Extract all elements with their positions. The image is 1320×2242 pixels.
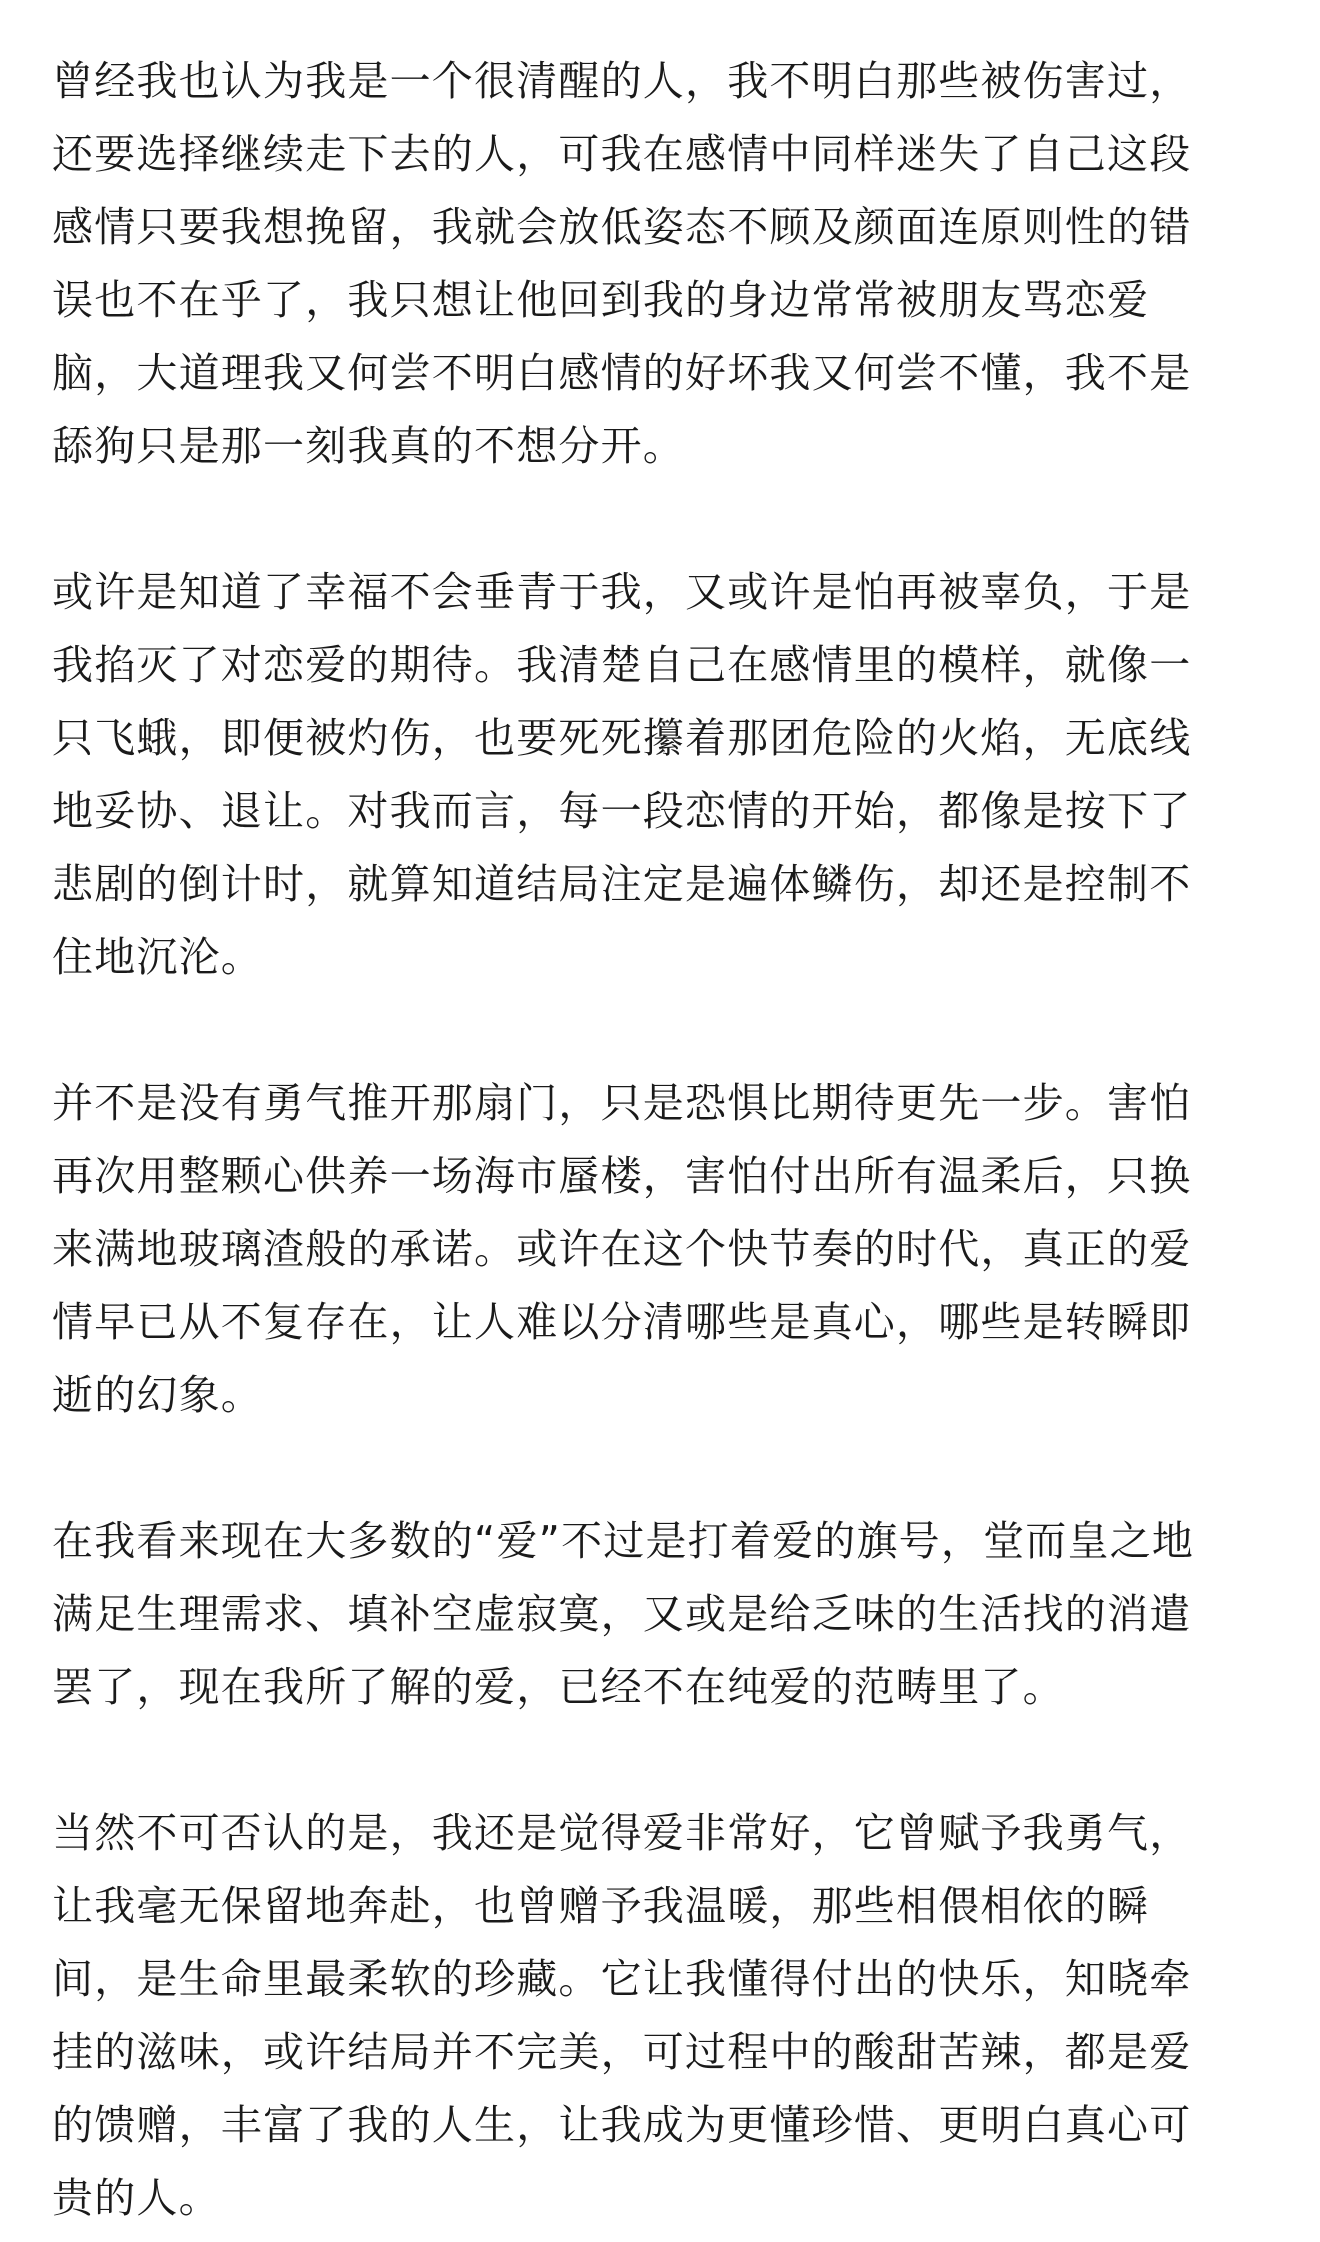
paragraph-5: 当然不可否认的是，我还是觉得爱非常好，它曾赋予我勇气， 让我毫无保留地奔赴，也曾赠予我温暖，那些相偎相依的瞬 间，是生命里最柔软的珍藏。它让我懂得付出的快乐，知晓牵 挂的滋味，或许结局并不完美，可过程中的酸甜苦辣，都是爱 的馈赠，丰富了我的人生，让我成为更懂珍惜、更明白真心可 贵的人。 [52, 1809, 1192, 2222]
paragraph-2: 或许是知道了幸福不会垂青于我，又或许是怕再被辜负，于是 我掐灭了对恋爱的期待。我清楚自己在感情里的模样，就像一 只飞蛾，即便被灼伤，也要死死攥着那团危险的火焰，无底线 地妥协、退让。对我而言，每一段恋情的开始，都像是按下了 悲剧的倒计时，就算知道结局注定是遍体鳞伤，却还是控制不 住地沉沦。 [52, 568, 1192, 981]
paragraph-1: 曾经我也认为我是一个很清醒的人，我不明白那些被伤害过， 还要选择继续走下去的人，可我在感情中同样迷失了自己这段 感情只要我想挽留，我就会放低姿态不顾及颜面连原则性的错 误也不在乎了，我只想让他回到我的身边常常被朋友骂恋爱 脑，大道理我又何尝不明白感情的好坏我又何尝不懂，我不是 舔狗只是那一刻我真的不想分开。 [52, 57, 1192, 470]
paragraph-3: 并不是没有勇气推开那扇门，只是恐惧比期待更先一步。害怕 再次用整颗心供养一场海市蜃楼，害怕付出所有温柔后，只换 来满地玻璃渣般的承诺。或许在这个快节奏的时代，真正的爱 情早已从不复存在，让人难以分清哪些是真心，哪些是转瞬即 逝的幻象。 [52, 1079, 1192, 1419]
paragraph-4: 在我看来现在大多数的“爱”不过是打着爱的旗号，堂而皇之地 满足生理需求、填补空虚寂寞，又或是给乏味的生活找的消遣 罢了，现在我所了解的爱，已经不在纯爱的范畴里了。 [52, 1517, 1195, 1711]
article-body [52, 45, 1272, 2235]
